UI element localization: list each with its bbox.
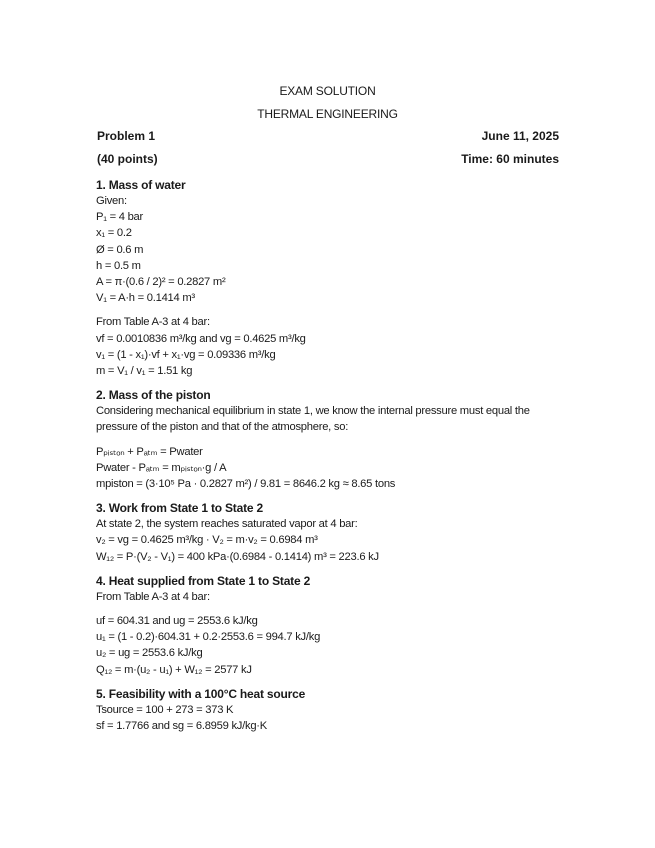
given-line: Ø = 0.6 m: [96, 243, 144, 256]
section-heading: 4. Heat supplied from State 1 to State 2: [96, 573, 311, 588]
given-line: P₁ = 4 bar: [96, 211, 143, 224]
section-heading: 1. Mass of water: [96, 178, 186, 192]
equation-line: uf = 604.31 and ug = 2553.6 kJ/kg: [96, 615, 258, 628]
equation-line: Pwater - Pₐₜₘ = mₚᵢₛₜₒₙ·g / A: [96, 461, 227, 474]
given-line: h = 0.5 m: [96, 259, 141, 272]
section-heading: 5. Feasibility with a 100°C heat source: [96, 686, 306, 701]
equation-line: mpiston = (3·10⁵ Pa · 0.2827 m²) / 9.81 = 8646.2 kg ≈ 8.65 tons: [96, 478, 396, 491]
equation-line: m = V₁ / v₁ = 1.51 kg: [96, 365, 193, 378]
given-line: A = π·(0.6 / 2)² = 0.2827 m²: [96, 276, 226, 289]
equation-line: W₁₂ = P·(V₂ - V₁) = 400 kPa·(0.6984 - 0.1414) m³ = 223.6 kJ: [96, 550, 379, 563]
equation-line: v₂ = vg = 0.4625 m³/kg · V₂ = m·v₂ = 0.6984 m³: [96, 534, 318, 547]
equation-line: u₂ = ug = 2553.6 kJ/kg: [96, 647, 203, 660]
given-line: x₁ = 0.2: [96, 227, 132, 240]
section-text: Considering mechanical equilibrium in state 1, we know the internal pressure must equal the pressure of the piston and that of the atmosphere, so:: [96, 405, 530, 434]
problem-label: Problem 1: [97, 129, 156, 143]
equation-line: vf = 0.0010836 m³/kg and vg = 0.4625 m³/kg: [96, 332, 306, 345]
table-reference: From Table A-3 at 4 bar:: [96, 316, 210, 329]
exam-date: June 11, 2025: [481, 129, 559, 143]
solution-body: [96, 177, 562, 734]
equation-line: v₁ = (1 - x₁)·vf + x₁·vg = 0.09336 m³/kg: [96, 348, 276, 361]
section-feasibility: [96, 686, 562, 734]
equation-line: sf = 1.7766 and sg = 6.8959 kJ/kg·K: [96, 720, 267, 733]
section-text: At state 2, the system reaches saturated vapor at 4 bar:: [96, 518, 358, 531]
equation-line: u₁ = (1 - 0.2)·604.31 + 0.2·2553.6 = 994.7 kJ/kg: [96, 631, 321, 644]
section-mass-of-piston: [96, 387, 562, 492]
time-limit: Time: 60 minutes: [461, 152, 559, 166]
section-heading: 3. Work from State 1 to State 2: [96, 501, 263, 516]
section-heat-supplied: [96, 573, 562, 678]
exam-title: EXAM SOLUTION: [279, 84, 376, 98]
given-label: Given:: [96, 195, 127, 207]
section-heading: 2. Mass of the piston: [96, 388, 211, 403]
table-reference: From Table A-3 at 4 bar:: [96, 590, 210, 603]
equation-line: Q₁₂ = m·(u₂ - u₁) + W₁₂ = 2577 kJ: [96, 663, 252, 676]
course-title: THERMAL ENGINEERING: [257, 107, 398, 121]
header-row-2: [97, 152, 559, 166]
section-work: [96, 500, 562, 565]
given-line: V₁ = A·h = 0.1414 m³: [96, 292, 195, 305]
header-row-1: [97, 129, 559, 143]
section-mass-of-water: [96, 177, 562, 379]
equation-line: Pₚᵢₛₜₒₙ + Pₐₜₘ = Pwater: [96, 445, 203, 458]
equation-line: Tsource = 100 + 273 = 373 K: [96, 703, 234, 716]
points-label: (40 points): [97, 152, 158, 166]
